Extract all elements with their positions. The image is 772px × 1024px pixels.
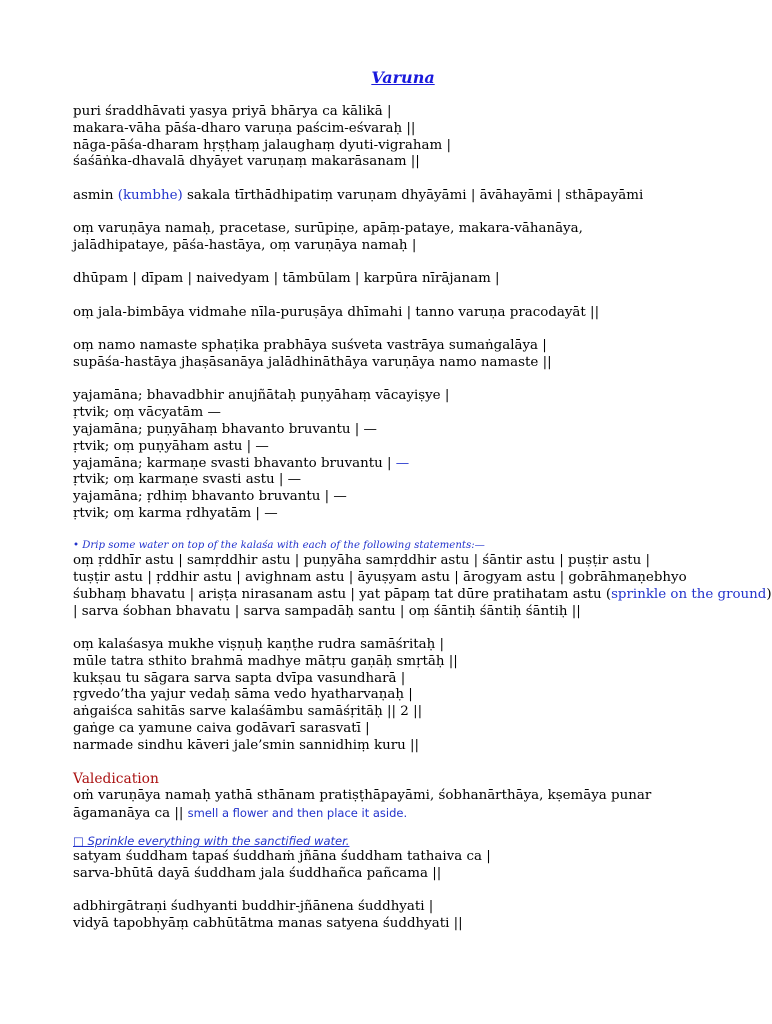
verse-line: puri śraddhāvati yasya priyā bhārya ca kālikā | bbox=[73, 104, 392, 119]
document-page bbox=[73, 68, 772, 949]
verse-line: sarva-bhūtā dayā śuddham jala śuddhañca pañcama || bbox=[73, 865, 442, 881]
dialogue-line: ṛtvik; oṃ karma ṛdhyatām | — bbox=[73, 505, 278, 521]
dialogue-line: ṛtvik; oṃ puṇyāham astu | — bbox=[73, 438, 269, 454]
kalasha-verses bbox=[73, 637, 733, 755]
verse-line bbox=[73, 586, 772, 604]
text-segment: āgamanāya ca || bbox=[73, 806, 188, 822]
verse-line: narmade sindhu kāveri jale’smin sannidhiṃ kuru || bbox=[73, 737, 420, 753]
verse-line: aṅgaiśca sahitās sarve kalaśāmbu samāśṛitāḥ || 2 || bbox=[73, 704, 423, 720]
verse-line: mūle tatra sthito brahmā madhye mātṛu gaṇāḥ smṛtāḥ || bbox=[73, 653, 458, 669]
verse-dhyana bbox=[73, 104, 733, 171]
verse-line bbox=[73, 805, 733, 823]
page-title[interactable]: Varuna bbox=[371, 68, 435, 87]
verse-line: makara-vāha pāśa-dharo varuṇa paścim-eśvaraḥ || bbox=[73, 120, 416, 136]
punyahavachana-dialogue bbox=[73, 388, 733, 522]
verse-line: adbhirgātraṇi śudhyanti buddhir-jñānena śuddhyati | bbox=[73, 899, 434, 915]
verse-line: oṁ varuṇāya namaḥ yathā sthānam pratiṣṭhāpayāmi, śobhanārthāya, kṣemāya punar bbox=[73, 788, 652, 804]
offerings bbox=[73, 271, 733, 288]
verse-line: oṃ varuṇāya namaḥ, pracetase, surūpiṇe, apāṃ-pataye, makara-vāhanāya, bbox=[73, 221, 583, 237]
verse-line: oṃ kalaśasya mukhe viṣṇuḥ kaṇṭhe rudra samāśritaḥ | bbox=[73, 637, 444, 653]
blessings bbox=[73, 539, 772, 620]
checkbox-icon: □ bbox=[73, 833, 88, 848]
text-segment: asmin bbox=[73, 187, 118, 203]
invocation bbox=[73, 188, 733, 205]
verse-line: oṃ namo namaste sphaṭika prabhāya suśveta vastrāya sumaṅgalāya | bbox=[73, 338, 547, 354]
closing-verse bbox=[73, 899, 733, 933]
verse-line: oṃ jala-bimbāya vidmahe nīla-puruṣāya dhīmahi | tanno varuṇa pracodayāt || bbox=[73, 304, 600, 320]
link-text[interactable]: Sprinkle everything with the sanctified water. bbox=[87, 833, 350, 848]
text-segment: ) bbox=[766, 586, 772, 602]
dash-blue: — bbox=[395, 455, 410, 471]
purification bbox=[73, 833, 733, 883]
instruction-flower: smell a flower and then place it aside. bbox=[187, 806, 408, 821]
instruction-kumbhe: (kumbhe) bbox=[117, 187, 183, 203]
valedication bbox=[73, 771, 733, 823]
verse-line: satyam śuddham tapaś śuddhaṁ jñāna śuddham tathaiva ca | bbox=[73, 848, 491, 864]
instruction-note: • Drip some water on top of the kalaśa with each of the following statements:— bbox=[73, 540, 485, 552]
section-heading: Valedication bbox=[73, 771, 159, 788]
text-segment: yajamāna; karmaṇe svasti bhavanto bruvantu | bbox=[73, 455, 396, 471]
dialogue-line: ṛtvik; oṃ karmaṇe svasti astu | — bbox=[73, 472, 302, 488]
dialogue-line: yajamāna; bhavadbhir anujñātaḥ puṇyāhaṃ vācayiṣye | bbox=[73, 388, 450, 404]
verse-line: kukṣau tu sāgara sarva sapta dvīpa vasundharā | bbox=[73, 670, 406, 686]
sprinkle-link[interactable] bbox=[73, 833, 733, 849]
verse-line: gaṅge ca yamune caiva godāvarī sarasvatī | bbox=[73, 721, 370, 737]
verse-line: supāśa-hastāya jhaṣāsanāya jalādhināthāya varuṇāya namo namaste || bbox=[73, 354, 552, 370]
invocation-line bbox=[73, 188, 733, 205]
verse-line: vidyā tapobhyāṃ cabhūtātma manas satyena śuddhyati || bbox=[73, 915, 463, 931]
dialogue-line: yajamāna; puṇyāhaṃ bhavanto bruvantu | — bbox=[73, 421, 377, 437]
instruction-sprinkle: sprinkle on the ground bbox=[611, 586, 767, 602]
namaskara bbox=[73, 338, 733, 372]
verse-line: dhūpam | dīpam | naivedyam | tāmbūlam | karpūra nīrājanam | bbox=[73, 271, 500, 287]
verse-line: jalādhipataye, pāśa-hastāya, oṃ varuṇāya namaḥ | bbox=[73, 237, 417, 253]
dialogue-line: ṛtvik; oṃ vācyatām — bbox=[73, 405, 221, 421]
verse-line: | sarva śobhan bhavatu | sarva sampadāḥ santu | oṃ śāntiḥ śāntiḥ śāntiḥ || bbox=[73, 603, 581, 619]
name-mantra bbox=[73, 221, 733, 255]
verse-line: nāga-pāśa-dharam hṛṣṭhaṃ jalaughaṃ dyuti-vigraham | bbox=[73, 137, 451, 153]
verse-line: tuṣṭir astu | ṛddhir astu | avighnam astu | āyuṣyam astu | ārogyam astu | gobrāhmaṇebhyo bbox=[73, 570, 687, 586]
gayatri bbox=[73, 305, 733, 322]
verse-line: oṃ ṛddhīr astu | samṛddhir astu | puṇyāha samṛddhir astu | śāntir astu | puṣṭir astu | bbox=[73, 553, 651, 569]
verse-line: ṛgvedo’tha yajur vedaḥ sāma vedo hyatharvaṇaḥ | bbox=[73, 687, 413, 703]
dialogue-line bbox=[73, 456, 733, 473]
text-segment: sakala tīrthādhipatiṃ varuṇam dhyāyāmi | āvāhayāmi | sthāpayāmi bbox=[182, 187, 644, 203]
dialogue-line: yajamāna; ṛdhiṃ bhavanto bruvantu | — bbox=[73, 489, 347, 505]
text-segment: śubhaṃ bhavatu | ariṣṭa nirasanam astu | yat pāpaṃ tat dūre pratihatam astu ( bbox=[73, 586, 612, 602]
verse-line: śaśāṅka-dhavalā dhyāyet varuṇaṃ makarāsanam || bbox=[73, 154, 420, 170]
